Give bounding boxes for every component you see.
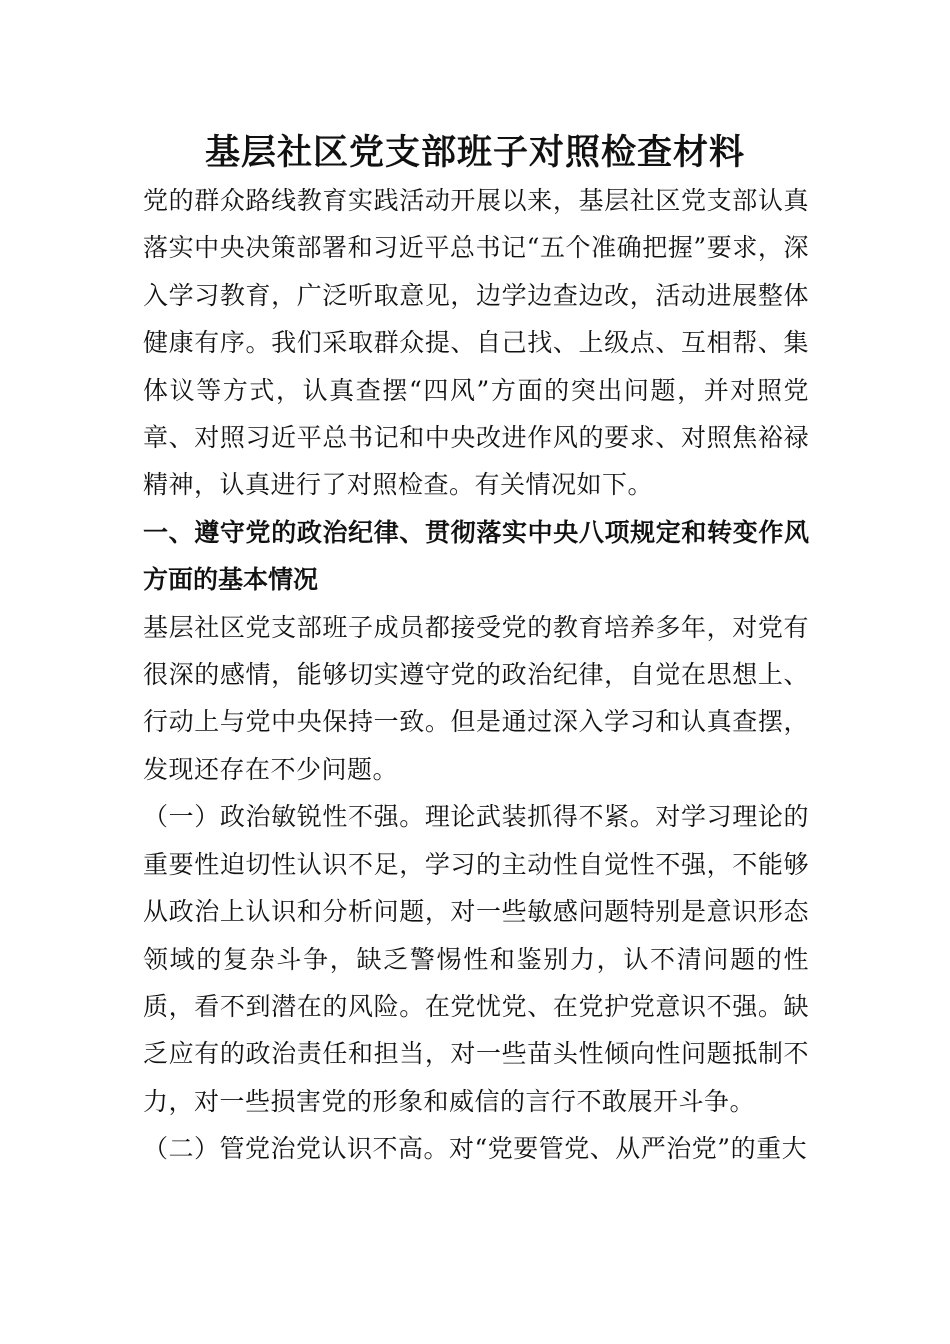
document-body [143, 177, 809, 1173]
document-title: 基层社区党支部班子对照检查材料 [204, 132, 745, 173]
section-heading-1: 一、遵守党的政治纪律、贯彻落实中央八项规定和转变作风方面的基本情况 [143, 517, 809, 595]
section-1-paragraph: 基层社区党支部班子成员都接受党的教育培养多年，对党有很深的感情，能够切实遵守党的政治纪律，自觉在思想上、行动上与党中央保持一致。但是通过深入学习和认真查摆，发现还存在不少问题。 [143, 612, 809, 784]
item-2-paragraph: （二）管党治党认识不高。对“党要管党、从严治党”的重大 [143, 1134, 808, 1164]
item-1-paragraph: （一）政治敏锐性不强。理论武装抓得不紧。对学习理论的重要性迫切性认识不足，学习的主动性自觉性不强，不能够从政治上认识和分析问题，对一些敏感问题特别是意识形态领域的复杂斗争，缺乏警惕性和鉴别力，认不清问题的性质，看不到潜在的风险。在党忧党、在党护党意识不强。缺乏应有的政治责任和担当，对一些苗头性倾向性问题抵制不力，对一些损害党的形象和威信的言行不敢展开斗争。 [143, 802, 809, 1116]
intro-paragraph: 党的群众路线教育实践活动开展以来，基层社区党支部认真落实中央决策部署和习近平总书记“五个准确把握”要求，深入学习教育，广泛听取意见，边学边查边改，活动进展整体健康有序。我们采取群众提、自己找、上级点、互相帮、集体议等方式，认真查摆“四风”方面的突出问题，并对照党章、对照习近平总书记和中央改进作风的要求、对照焦裕禄精神，认真进行了对照检查。有关情况如下。 [143, 186, 809, 500]
